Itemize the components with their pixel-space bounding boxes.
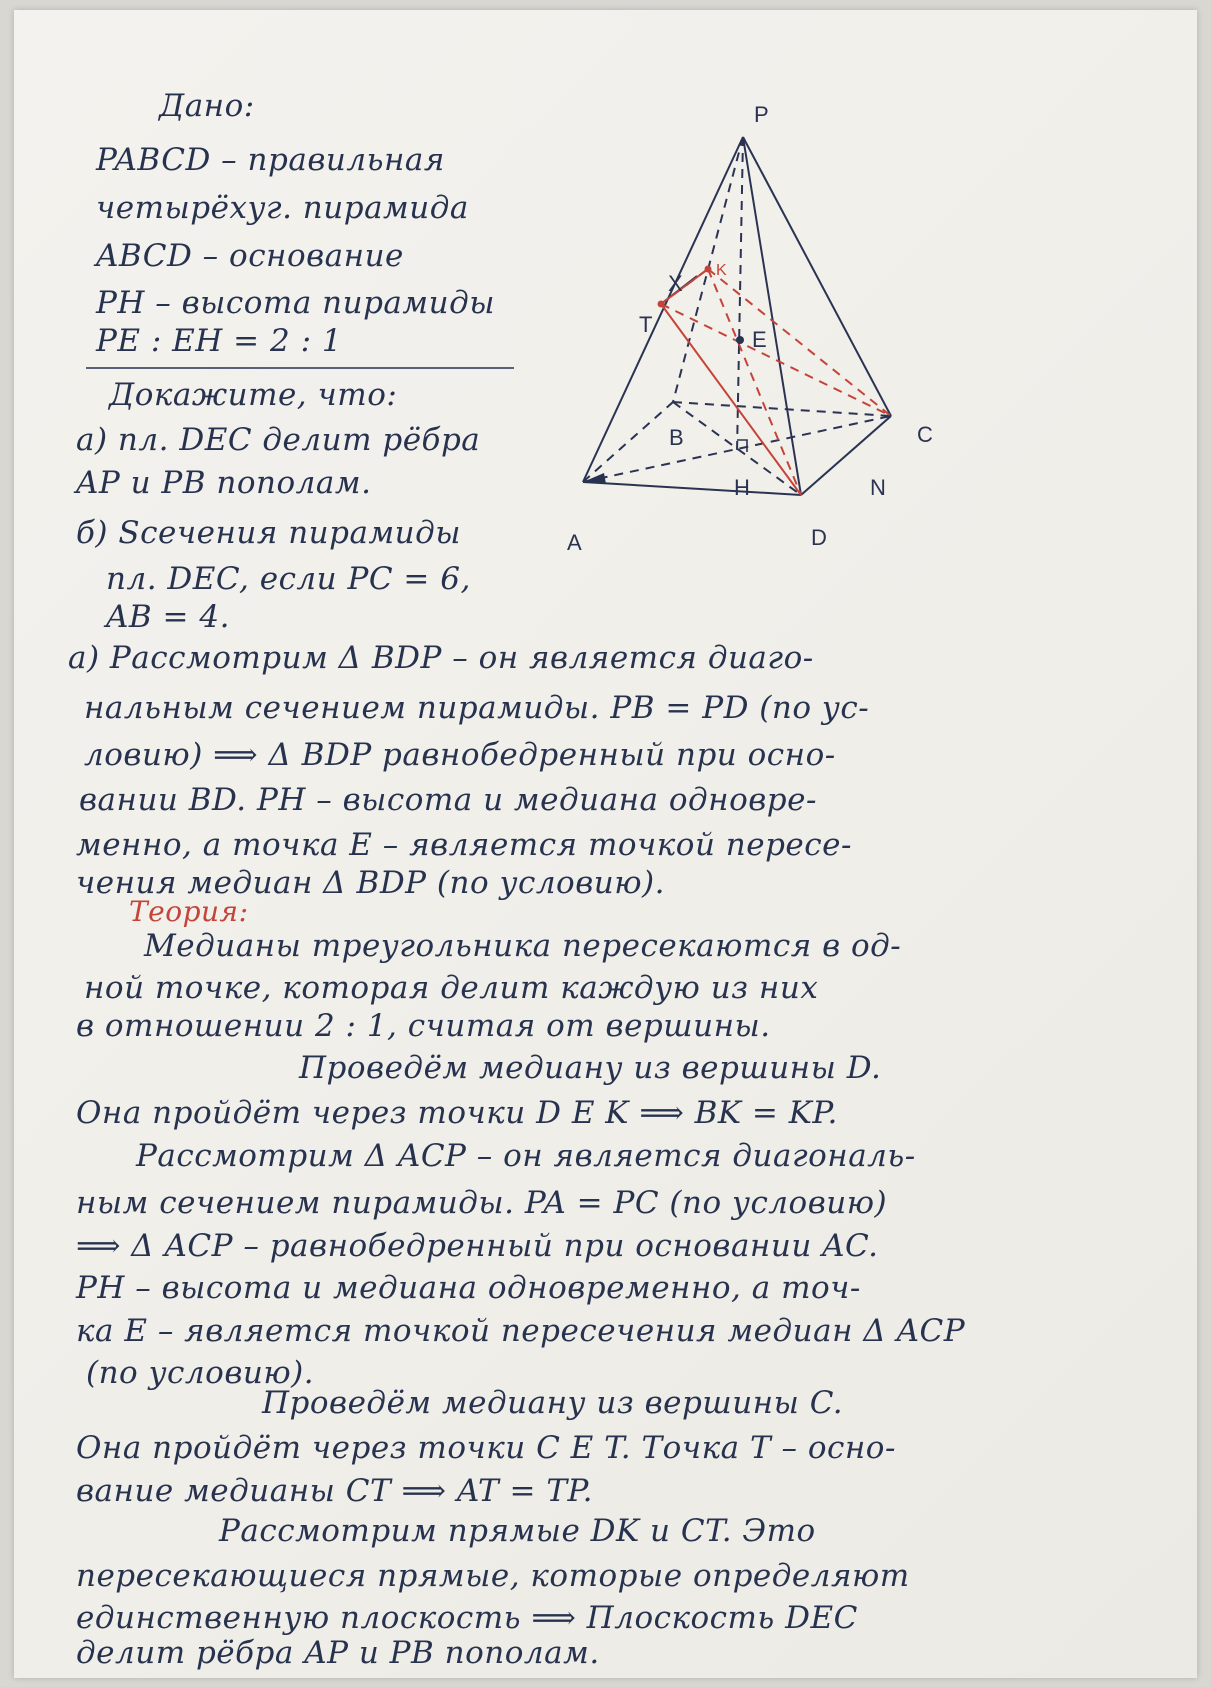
solution-line: Проведём медиану из вершины C. bbox=[262, 1385, 844, 1421]
given-line: PH – высота пирамиды bbox=[96, 285, 495, 321]
label-X: X bbox=[668, 271, 683, 296]
solution-line: Проведём медиану из вершины D. bbox=[299, 1050, 882, 1086]
solution-line: ка E – является точкой пересечения медиан Δ ACP bbox=[76, 1313, 966, 1349]
prove-line: AB = 4. bbox=[106, 599, 230, 635]
given-line: четырёхуг. пирамида bbox=[96, 190, 469, 226]
section-line-TK bbox=[661, 269, 708, 304]
point-E bbox=[736, 336, 744, 344]
right-angle-mark-H bbox=[737, 440, 747, 452]
theory-line: Медианы треугольника пересекаются в од- bbox=[144, 928, 902, 964]
edge-PB-hidden bbox=[673, 137, 743, 402]
solution-line: Она пройдёт через точки D E K ⟹ BK = KP. bbox=[76, 1095, 838, 1131]
solution-line: вании BD. PH – высота и медиана одновре- bbox=[79, 782, 817, 818]
point-T bbox=[658, 301, 665, 308]
segment-TX bbox=[661, 276, 697, 304]
solution-line: менно, а точка E – является точкой пересе- bbox=[76, 827, 852, 863]
prove-line: AP и PB пополам. bbox=[76, 465, 372, 501]
given-line: ABCD – основание bbox=[96, 238, 404, 274]
notebook-sheet bbox=[14, 10, 1197, 1678]
segment-TK bbox=[661, 269, 708, 304]
prove-title: Докажите, что: bbox=[109, 377, 398, 413]
solution-line: ным сечением пирамиды. PA = PC (по условию) bbox=[76, 1185, 888, 1221]
section-line-KD bbox=[708, 269, 801, 495]
solution-line: ловию) ⟹ Δ BDP равнобедренный при осно- bbox=[84, 737, 836, 773]
solution-line: (по условию). bbox=[86, 1355, 315, 1391]
prove-line: пл. DEC, если PC = 6, bbox=[106, 561, 471, 597]
theory-line: ной точке, которая делит каждую из них bbox=[84, 970, 819, 1006]
solution-line: чения медиан Δ BDP (по условию). bbox=[76, 865, 665, 901]
solution-line: Рассмотрим Δ ACP – он является диагональ- bbox=[136, 1138, 916, 1174]
prove-line: а) пл. DEC делит рёбра bbox=[76, 422, 481, 458]
label-A: A bbox=[567, 530, 582, 555]
label-C: C bbox=[917, 422, 933, 447]
label-H: H bbox=[734, 475, 750, 500]
edge-AB-hidden bbox=[583, 402, 673, 482]
edge-PA bbox=[583, 137, 743, 482]
section-line-TC bbox=[661, 304, 891, 416]
theory-label: Теория: bbox=[129, 895, 249, 928]
edge-PC bbox=[743, 137, 891, 416]
label-N: N bbox=[870, 475, 886, 500]
solution-line: нальным сечением пирамиды. PB = PD (по ус- bbox=[84, 690, 870, 726]
theory-line: в отношении 2 : 1, считая от вершины. bbox=[76, 1008, 771, 1044]
given-title: Дано: bbox=[159, 88, 255, 124]
given-divider bbox=[86, 367, 514, 369]
diagonal-BD bbox=[673, 402, 801, 495]
solution-line: пересекающиеся прямые, которые определяют bbox=[76, 1558, 910, 1594]
label-E: E bbox=[752, 327, 767, 352]
solution-line: Она пройдёт через точки C E T. Точка T – осно- bbox=[76, 1430, 896, 1466]
edge-PD bbox=[743, 137, 801, 495]
given-line: PABCD – правильная bbox=[96, 142, 445, 178]
section-line-KC bbox=[708, 269, 891, 416]
section-line-TD bbox=[661, 304, 801, 495]
solution-line: ⟹ Δ ACP – равнобедренный при основании AC. bbox=[76, 1228, 879, 1264]
height-PH bbox=[737, 137, 743, 452]
given-line: PE : EH = 2 : 1 bbox=[96, 323, 343, 359]
diagonal-AC bbox=[583, 416, 891, 482]
edge-BC-hidden bbox=[673, 402, 891, 416]
label-T: T bbox=[639, 312, 653, 337]
solution-line: вание медианы CT ⟹ AT = TP. bbox=[76, 1473, 593, 1509]
edge-AD bbox=[583, 482, 801, 495]
label-K: K bbox=[716, 262, 727, 279]
solution-line: делит рёбра AP и PB пополам. bbox=[76, 1635, 600, 1671]
label-P: P bbox=[754, 102, 769, 127]
solution-line: а) Рассмотрим Δ BDP – он является диаго- bbox=[68, 640, 814, 676]
angle-mark-A bbox=[583, 473, 606, 484]
solution-line: PH – высота и медиана одновременно, а точ- bbox=[76, 1270, 861, 1306]
edge-DC bbox=[801, 416, 891, 495]
label-B: B bbox=[669, 425, 684, 450]
label-D: D bbox=[811, 525, 827, 550]
prove-line: б) Sсечения пирамиды bbox=[76, 515, 462, 551]
solution-line: Рассмотрим прямые DK и CT. Это bbox=[219, 1513, 816, 1549]
solution-line: единственную плоскость ⟹ Плоскость DEC bbox=[76, 1600, 858, 1636]
point-K bbox=[705, 266, 712, 273]
